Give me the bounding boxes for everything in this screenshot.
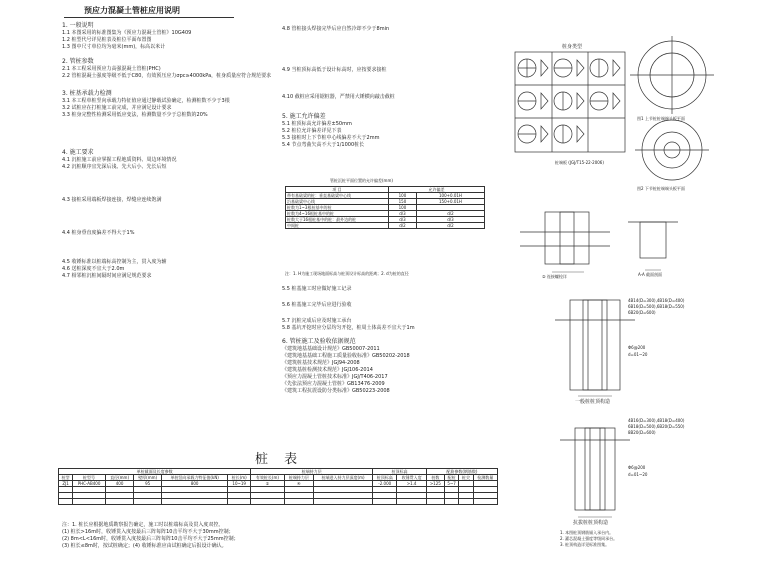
s4-item: 4.7 相邻桩沉桩间隔时间应满足规范要求 — [62, 273, 152, 279]
s4-item: 4.3 接桩采用端板焊接连接，焊缝应连续饱满 — [62, 197, 162, 203]
s3-item: 3.2 试桩应在打桩施工前完成，并应满足设计要求 — [62, 105, 172, 111]
rebar-top2: 6B16(D=500),6B18(D=550) — [628, 304, 685, 309]
rebar-top: 4B14(D=300),4B16(D=400) — [628, 298, 685, 303]
stirrup-label-2: Φ6@200 — [628, 465, 646, 470]
table-row: 桩数为4~16根桩基中的桩 d/3 d/2 — [286, 211, 485, 217]
section-5-heading: 5. 施工允许偏差 — [282, 113, 326, 120]
code-item: 《建筑基桩检测技术规范》JGJ106-2014 — [282, 367, 373, 373]
pile-table-notes: 注：1. 桩长应根据地质勘察报告确定，施工时以桩端标高及贯入度双控。 (1) 桩长>16m时，收锤贯入度按最后三阵每阵10击平均不大于30mm控制； (2) 8m<L<16m时，收锤贯入度按最后三阵每阵10击平均不大于25mm控制； (3) 桩长≤8m时，按试桩确定；(4) 收锤标准应由试桩确定后报设计确认。 — [62, 522, 239, 549]
s5-item: 5.3 接桩时上下节桩中心线偏差不大于2mm — [282, 135, 380, 141]
table-row: 桩数大于16根桩基中的桩：最外边的桩 d/3 d/3 — [286, 217, 485, 223]
table-header-row: 单桩截面及长度参数 桩端持力层 桩顶标高 配筋参数(钢筋数) — [59, 469, 498, 475]
table-header: 允许偏差 — [389, 187, 485, 193]
s1-item: 1.3 图中尺寸单位均为毫米(mm)，标高以米计 — [62, 44, 166, 50]
dev-table-title: 管桩沉桩平面位置的允许偏差(mm) — [330, 178, 393, 183]
table-row: 中间桩 d/2 d/2 — [286, 223, 485, 229]
section-2-heading: 2. 管桩参数 — [62, 58, 94, 65]
s4-item: 4.1 沉桩施工前应掌握工程地质资料、周边环境情况 — [62, 157, 177, 163]
s4-item: 4.2 沉桩顺序宜先深后浅、先大后小、先长后短 — [62, 164, 167, 170]
s5-item: 5.2 桩位允许偏差详见下表 — [282, 128, 342, 134]
dev-table-note: 注：1. H为施工现场地面标高与桩顶设计标高的距离；2. d为桩的直径 — [285, 271, 409, 276]
code-item: 《建筑地基基础设计规范》GB50007-2011 — [282, 346, 380, 352]
bolt-note: 桩端板 (JGJ/T15-22-2006) — [555, 160, 604, 165]
section-4-heading: 4. 施工要求 — [62, 149, 94, 156]
s4-item: 4.8 管桩接头焊接完毕后应自然冷却不少于8min — [282, 26, 390, 32]
table-row: 带有基础梁的桩：垂直基础梁中心线 100 100+0.01H — [286, 193, 485, 199]
note-item: 5.7 沉桩完成后应及时施工承台 — [282, 318, 352, 324]
connection-label: ② 连接螺栓详 — [542, 274, 567, 279]
rebar-bot2: 6B18(D=500),6B20(D=550) — [628, 424, 685, 429]
note-item: 5.8 基坑开挖时应分层均匀开挖，桩周土体高差不宜大于1m — [282, 325, 415, 331]
cap-uplift-title: 抗拔桩桩顶构造 — [573, 520, 609, 526]
pile-types-title: 桩身类型 — [562, 44, 583, 50]
d-label: d=01~20 — [628, 352, 648, 357]
aa-section-label: A-A 截面剖面 — [638, 272, 663, 277]
table-header: 项 目 — [286, 187, 389, 193]
s1-item: 1.2 桩型代号详见桩表及桩位平面布置图 — [62, 37, 152, 43]
cap-notes: 1. 本图桩顶钢筋锚入承台内。 2. 灌芯混凝土强度等级同承台。 3. 桩顶构造详见标准图集。 — [560, 530, 618, 547]
section-6-heading: 6. 管桩施工及验收依据规范 — [282, 338, 356, 345]
s2-item: 2.1 本工程采用预应力高强混凝土管桩(PHC) — [62, 66, 161, 72]
code-item: 《建筑地基基础工程施工质量验收标准》GB50202-2018 — [282, 353, 410, 359]
table-row: 桩数为1~3根桩基中的桩 100 — [286, 205, 485, 211]
code-item: 《建筑桩基技术规范》JGJ94-2008 — [282, 360, 360, 366]
s2-item: 2.2 管桩混凝土强度等级不低于C80，有效预压应力σpc≥4000kPa，桩身质量应符合规范要求 — [62, 73, 272, 79]
cap-common-title: 一般桩桩顶构造 — [575, 399, 611, 405]
section-1-heading: 1. 一般说明 — [62, 22, 94, 29]
s4-item: 4.6 送桩深度不宜大于2.0m — [62, 266, 125, 272]
end-plate-bottom-label: 图2 下节桩桩端端头板平面 — [637, 186, 685, 191]
pile-table-title: 桩 表 — [255, 452, 304, 467]
stirrup-label: Φ6@200 — [628, 345, 646, 350]
code-item: 《建筑工程抗震设防分类标准》GB50223-2008 — [282, 388, 390, 394]
s4-item: 4.4 桩身垂直度偏差不得大于1% — [62, 230, 135, 236]
table-row: 沿基础梁中心线 150 150+0.01H — [286, 199, 485, 205]
s1-item: 1.1 本图采用的标准图集为《预应力混凝土管桩》10G409 — [62, 30, 192, 36]
s3-item: 3.3 桩身完整性检测采用低应变法，检测数量不少于总桩数的20% — [62, 112, 208, 118]
rebar-bot: 4B16(D=300),4B18(D=400) — [628, 418, 685, 423]
rebar-bot3: 8B20(D=600) — [628, 430, 656, 435]
s5-item: 5.1 桩顶标高允许偏差±50mm — [282, 121, 352, 127]
end-plate-top-label: 图1 上节桩桩端端头板平面 — [637, 116, 685, 121]
code-item: 《预应力混凝土管桩技术标准》JGJ/T406-2017 — [282, 374, 388, 380]
note-item: 5.6 桩基施工完毕后应进行验收 — [282, 302, 352, 308]
s3-item: 3.1 本工程单桩竖向承载力特征值应通过静载试验确定，检测桩数不少于3根 — [62, 98, 230, 104]
s4-item: 4.10 截桩应采用锯桩器，严禁用大锤横向敲击截桩 — [282, 94, 395, 100]
rebar-top3: 6B20(D=600) — [628, 310, 656, 315]
code-item: 《先张法预应力混凝土管桩》GB13476-2009 — [282, 381, 385, 387]
s4-item: 4.9 当桩顶标高低于设计标高时，应按要求接桩 — [282, 67, 387, 73]
s4-item: 4.5 收锤标准以桩端标高控制为主，贯入度为辅 — [62, 259, 167, 265]
doc-title: 预应力混凝土管桩应用说明 — [84, 6, 180, 15]
section-3-heading: 3. 桩基承载力检测 — [62, 90, 112, 97]
s5-item: 5.4 节点弯曲矢高不大于1/1000桩长 — [282, 142, 365, 148]
d-label-2: d=01~20 — [628, 472, 648, 477]
note-item: 5.5 桩基施工时应做好施工记录 — [282, 286, 352, 292]
table-row: ZJ1 PHC-AB400 400 95 800 10~19 ① ④ -2.000 >1.4 >125 5~7 — [59, 481, 498, 487]
table-header-row: 桩型 桩型号 直径(mm) 壁厚(mm) 单桩竖向承载力特征值(kN) 桩长(m) 有效桩长(m) 桩端持力层 桩端进入持力层深度(m) 桩顶标高 收锤贯入度 桩数 配桩 桩尖 检测数量 — [59, 475, 498, 481]
